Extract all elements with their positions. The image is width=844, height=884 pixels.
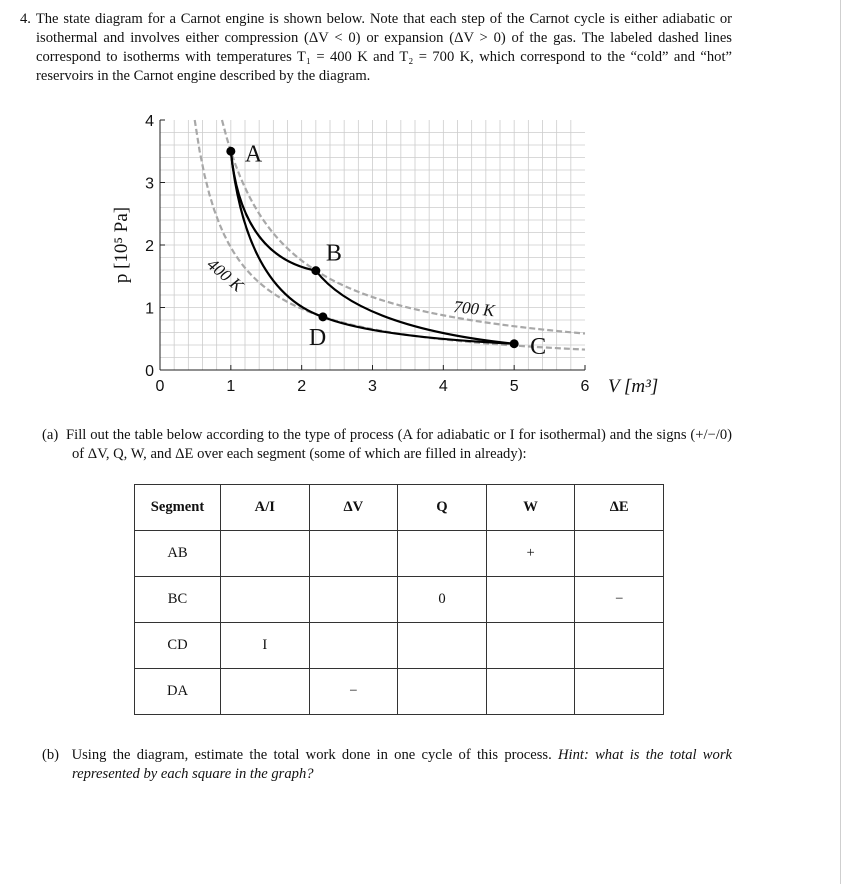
answer-cell[interactable]: [575, 531, 664, 577]
state-label-b: B: [325, 240, 342, 267]
answer-cell[interactable]: [486, 623, 575, 669]
state-label-c: C: [530, 333, 547, 360]
problem-paragraph: [20, 10, 732, 86]
table-row: [135, 623, 664, 669]
header-process-type: A/I: [221, 485, 310, 531]
part-b-hint: Hint: what is the total work represented by each square in the graph?: [72, 747, 732, 782]
part-a-label: (a): [42, 427, 59, 443]
header-q: Q: [398, 485, 487, 531]
y-tick-label: 4: [145, 113, 154, 130]
plot-axes: [111, 113, 658, 397]
isotherm-label-400k: 400 K: [203, 254, 248, 296]
minor-grid: [160, 120, 585, 370]
answer-cell[interactable]: −: [575, 577, 664, 623]
process-table: [134, 484, 664, 715]
table-row: [135, 531, 664, 577]
segment-cell: BC: [135, 577, 221, 623]
state-label-d: D: [308, 324, 327, 351]
x-tick-label: 6: [580, 378, 590, 395]
y-tick-label: 1: [145, 300, 154, 318]
segment-cell: CD: [135, 623, 221, 669]
x-axis-label: V [m³]: [608, 376, 659, 397]
y-axis-label: p [10⁵ Pa]: [111, 206, 132, 284]
state-label-a: A: [244, 141, 263, 168]
x-tick-label: 5: [509, 378, 519, 395]
state-point-c: [510, 339, 519, 348]
y-tick-label: 3: [145, 175, 154, 193]
answer-cell[interactable]: [309, 531, 398, 577]
answer-cell[interactable]: [486, 577, 575, 623]
answer-cell[interactable]: [398, 669, 487, 715]
answer-cell[interactable]: [309, 623, 398, 669]
x-tick-label: 0: [155, 378, 165, 395]
problem-intro: The state diagram for a Carnot engine is shown below. Note that each step of the Carnot cycle is either adiabatic or isothermal and involves either compression (ΔV < 0) or expansion (ΔV > 0) of the gas. The labeled dashed lines correspond to isotherms with temperatures T₁ = 400 K and T₂ = 700 K, which correspond to the “cold” and “hot” reservoirs in the Carnot engine described by the diagram.: [35, 11, 732, 84]
answer-cell[interactable]: [221, 531, 310, 577]
state-point-d: [318, 312, 327, 321]
problem-statement: [20, 10, 732, 86]
isotherm-label-700k: 700 K: [452, 297, 496, 321]
y-tick-label: 0: [145, 363, 154, 380]
isotherm-700k: [222, 120, 585, 334]
answer-cell[interactable]: +: [486, 531, 575, 577]
x-tick-label: 4: [438, 378, 448, 395]
x-tick-label: 2: [297, 378, 307, 395]
state-point-b: [311, 266, 320, 275]
header-w: W: [486, 485, 575, 531]
table-row: [135, 669, 664, 715]
answer-cell[interactable]: [309, 577, 398, 623]
answer-cell[interactable]: [575, 623, 664, 669]
answer-cell[interactable]: [398, 623, 487, 669]
answer-cell[interactable]: [486, 669, 575, 715]
segment-cell: AB: [135, 531, 221, 577]
part-a: [42, 426, 732, 464]
header-delta-e: ΔE: [575, 485, 664, 531]
part-b: [42, 746, 732, 784]
answer-cell[interactable]: [398, 531, 487, 577]
part-b-text: Using the diagram, estimate the total work done in one cycle of this process.: [71, 747, 552, 763]
answer-cell[interactable]: [221, 577, 310, 623]
part-a-text: Fill out the table below according to the type of process (A for adiabatic or I for isothermal) and the signs (+/−/0) of ΔV, Q, W, and ΔE over each segment (some of which are filled in already):: [66, 427, 732, 462]
pv-diagram: [0, 100, 700, 425]
table-row: [135, 577, 664, 623]
header-delta-v: ΔV: [309, 485, 398, 531]
x-tick-label: 3: [368, 378, 377, 395]
state-point-a: [226, 147, 235, 156]
part-b-label: (b): [42, 747, 60, 763]
answer-cell[interactable]: [575, 669, 664, 715]
segment-cell: DA: [135, 669, 221, 715]
y-tick-label: 2: [145, 238, 154, 255]
problem-number: 4.: [20, 11, 31, 27]
header-segment: Segment: [135, 485, 221, 531]
answer-cell[interactable]: −: [309, 669, 398, 715]
x-tick-label: 1: [226, 378, 236, 395]
answer-cell[interactable]: [221, 669, 310, 715]
table-header-row: [135, 485, 664, 531]
answer-cell[interactable]: 0: [398, 577, 487, 623]
page-edge-rule: [840, 0, 841, 884]
answer-cell[interactable]: I: [221, 623, 310, 669]
